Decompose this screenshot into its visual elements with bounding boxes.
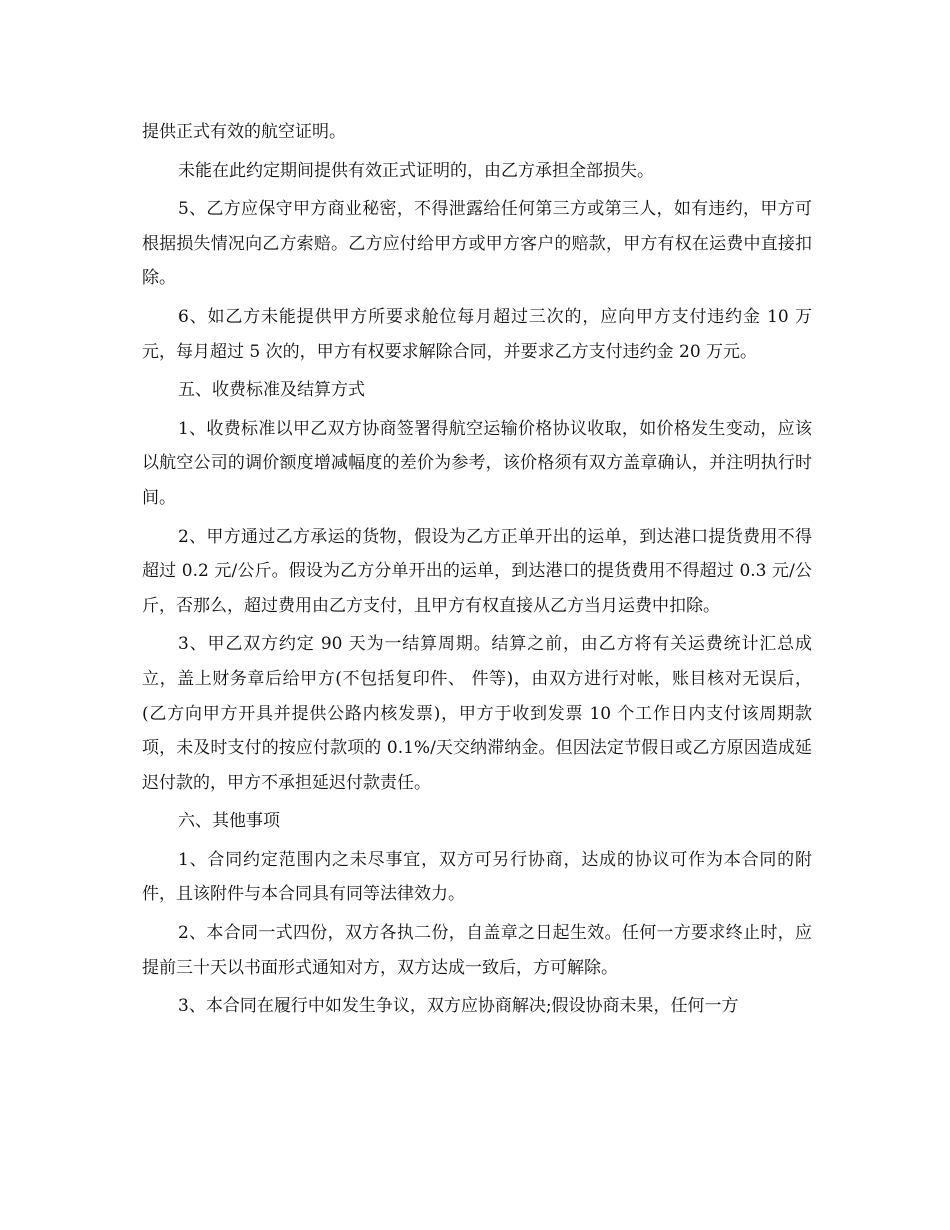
paragraph: 提供正式有效的航空证明。 [142, 122, 346, 142]
paragraph: 3、甲乙双方约定 90 天为一结算周期。结算之前，由乙方将有关运费统计汇总成立，盖上财务章后给甲方(不包括复印件、 件等)，由双方进行对帐，账目核对无误后，(乙方向甲方开具并提供公路内核发票)，甲方于收到发票 10 个工作日内支付该周期款项，未及时支付的按应付款项的 0.1%/天交纳滞纳金。但因法定节假日或乙方原因造成延迟付款的，甲方不承担延迟付款责任。 [142, 634, 812, 793]
paragraph: 未能在此约定期间提供有效正式证明的，由乙方承担全部损失。 [178, 160, 654, 181]
document-body [142, 115, 812, 1028]
paragraph: 1、合同约定范围内之未尽事宜，双方可另行协商，达成的协议可作为本合同的附件，且该附件与本合同具有同等法律效力。 [142, 849, 812, 905]
section-heading: 六、其他事项 [178, 811, 280, 832]
paragraph: 2、本合同一式四份，双方各执二份，自盖章之日起生效。任何一方要求终止时，应提前三十天以书面形式通知对方，双方达成一致后，方可解除。 [142, 923, 812, 978]
paragraph: 3、本合同在履行中如发生争议，双方应协商解决;假设协商未果，任何一方 [178, 996, 739, 1017]
paragraph: 5、乙方应保守甲方商业秘密，不得泄露给任何第三方或第三人，如有违约，甲方可根据损失情况向乙方索赔。乙方应付给甲方或甲方客户的赔款，甲方有权在运费中直接扣除。 [142, 199, 812, 289]
section-heading: 五、收费标准及结算方式 [178, 380, 365, 401]
paragraph: 1、收费标准以甲乙双方协商签署得航空运输价格协议收取，如价格发生变动，应该以航空公司的调价额度增减幅度的差价为参考，该价格须有双方盖章确认，并注明执行时间。 [142, 418, 812, 508]
paragraph: 6、如乙方未能提供甲方所要求舱位每月超过三次的，应向甲方支付违约金 10 万元，每月超过 5 次的，甲方有权要求解除合同，并要求乙方支付违约金 20 万元。 [142, 306, 812, 362]
paragraph: 2、甲方通过乙方承运的货物，假设为乙方正单开出的运单，到达港口提货费用不得超过 0.2 元/公斤。假设为乙方分单开出的运单，到达港口的提货费用不得超过 0.3 元/公斤，否那么，超过费用由乙方支付，且甲方有权直接从乙方当月运费中扣除。 [142, 526, 812, 616]
